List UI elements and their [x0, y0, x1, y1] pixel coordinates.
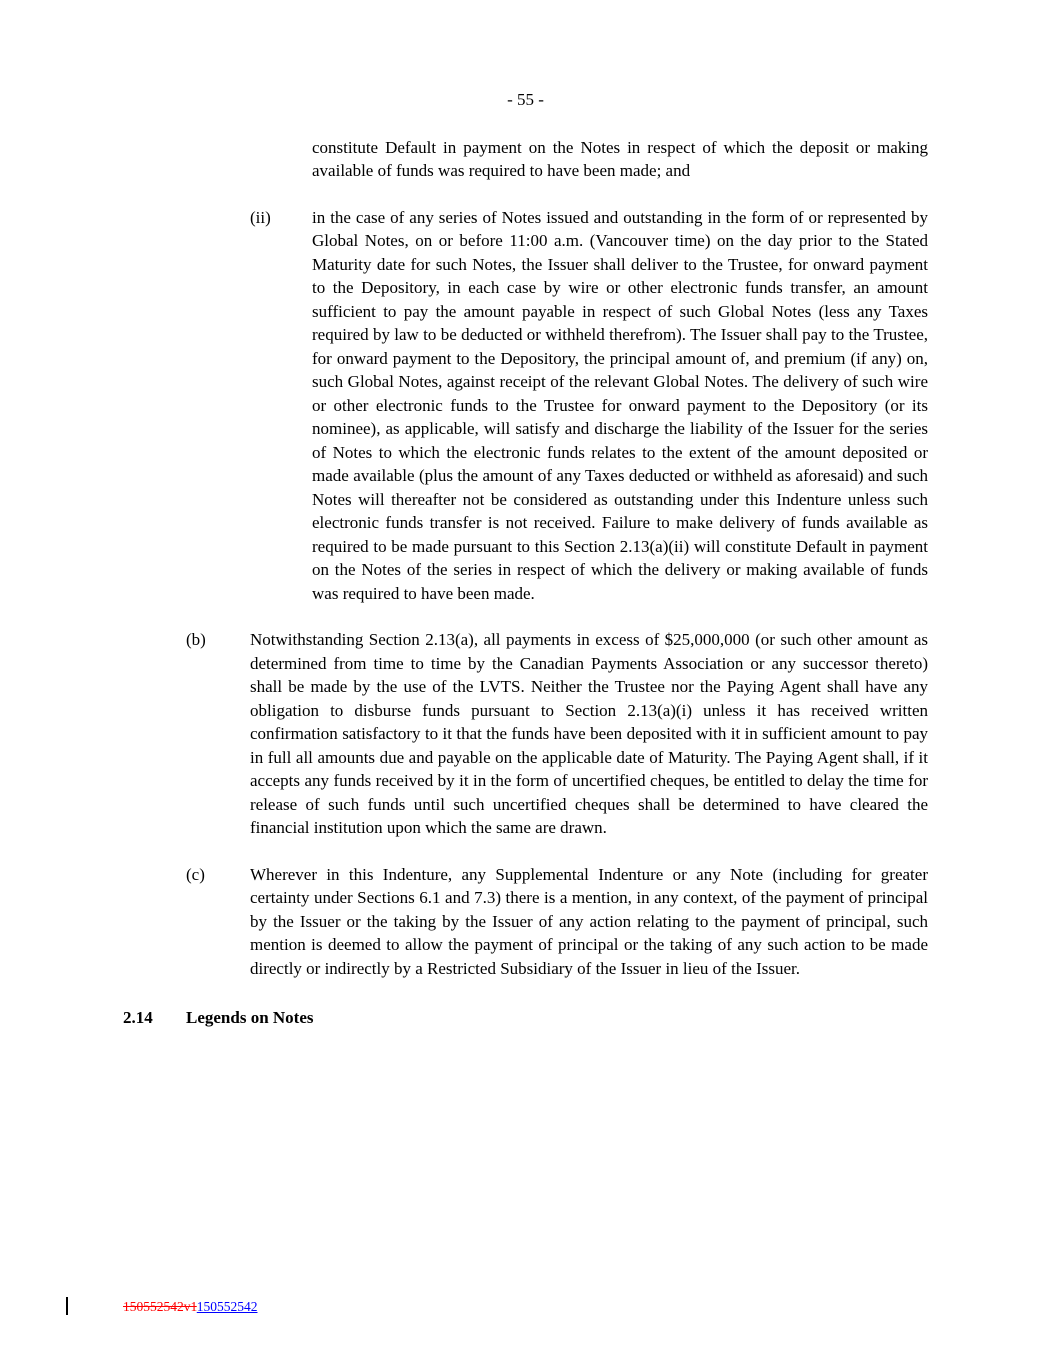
paragraph-ii-label: (ii) — [250, 207, 271, 227]
footer — [123, 1298, 258, 1315]
paragraph-c-label: (c) — [186, 864, 205, 884]
page-number: - 55 - — [507, 90, 544, 109]
section-heading — [123, 1006, 928, 1030]
paragraph-b — [186, 628, 928, 840]
paragraph-b-label: (b) — [186, 630, 206, 649]
change-bar — [66, 1297, 68, 1315]
paragraph-c-text: Wherever in this Indenture, any Supplemental Indenture or any Note (including for greater certainty under Sections 6.1 and 7.3) there is a mention, in any context, of the payment of principal by the Issuer or the taking by the Issuer of any action relating to the payment of principal, such mention is deemed to allow the payment of principal or the taking of any such action to be made directly or indirectly by a Restricted Subsidiary of the Issuer in lieu of the Issuer. — [250, 864, 928, 978]
paragraph-ii — [250, 206, 928, 606]
paragraph-c — [186, 863, 928, 981]
footer-deleted-doc-number: 150552542v1 — [123, 1299, 197, 1314]
section-heading-title: Legends on Notes — [186, 1008, 314, 1027]
paragraph-ii-text: in the case of any series of Notes issued and outstanding in the form of or represented by Global Notes, on or before 11:00 a.m. (Vancouver time) on the day prior to the Stated Maturity date for such Notes, the Issuer shall deliver to the Trustee, for onward payment to the Depository, in each case by wire or other electronic funds transfer, an amount sufficient to pay the amount payable in respect of such Global Notes (less any Taxes required by law to be deducted or withheld therefrom). The Issuer shall pay to the Trustee, for onward payment to the Depository, the principal amount of, and premium (if any) on, such Global Notes, against receipt of the relevant Global Notes. The delivery of such wire or other electronic funds to the Trustee for onward payment to the Depository (or its nominee), as applicable, will satisfy and discharge the liability of the Issuer for the series of Notes to which the electronic funds relates to the extent of the amount deposited or made available (plus the amount of any Taxes deducted or withheld as aforesaid) and such Notes will thereafter not be considered as outstanding under this Indenture unless such electronic funds transfer is not received. Failure to make delivery of funds available as required to be made pursuant to this Section 2.13(a)(ii) will constitute Default in payment on the Notes of the series in respect of which the delivery or making available of funds was required to have been made. — [312, 207, 928, 603]
footer-inserted-doc-number[interactable]: 150552542 — [196, 1299, 258, 1314]
paragraph-b-text: Notwithstanding Section 2.13(a), all payments in excess of $25,000,000 (or such other amount as determined from time to time by the Canadian Payments Association or any successor thereto) shall be made by the use of the LVTS. Neither the Trustee nor the Paying Agent shall have any obligation to disburse funds pursuant to Section 2.13(a)(i) unless it has received written confirmation satisfactory to it that the funds have been deposited with it in sufficient amount to pay in full all amounts due and payable on the applicable date of Maturity. The Paying Agent shall, if it accepts any funds received by it in the form of uncertified cheques, be entitled to delay the time for release of such funds until such uncertified cheques shall be determined to have cleared the financial institution upon which the same are drawn. — [250, 630, 928, 837]
paragraph-continuation: constitute Default in payment on the Notes in respect of which the deposit or making available of funds was required to have been made; and — [312, 137, 928, 180]
section-heading-number: 2.14 — [123, 1008, 153, 1027]
